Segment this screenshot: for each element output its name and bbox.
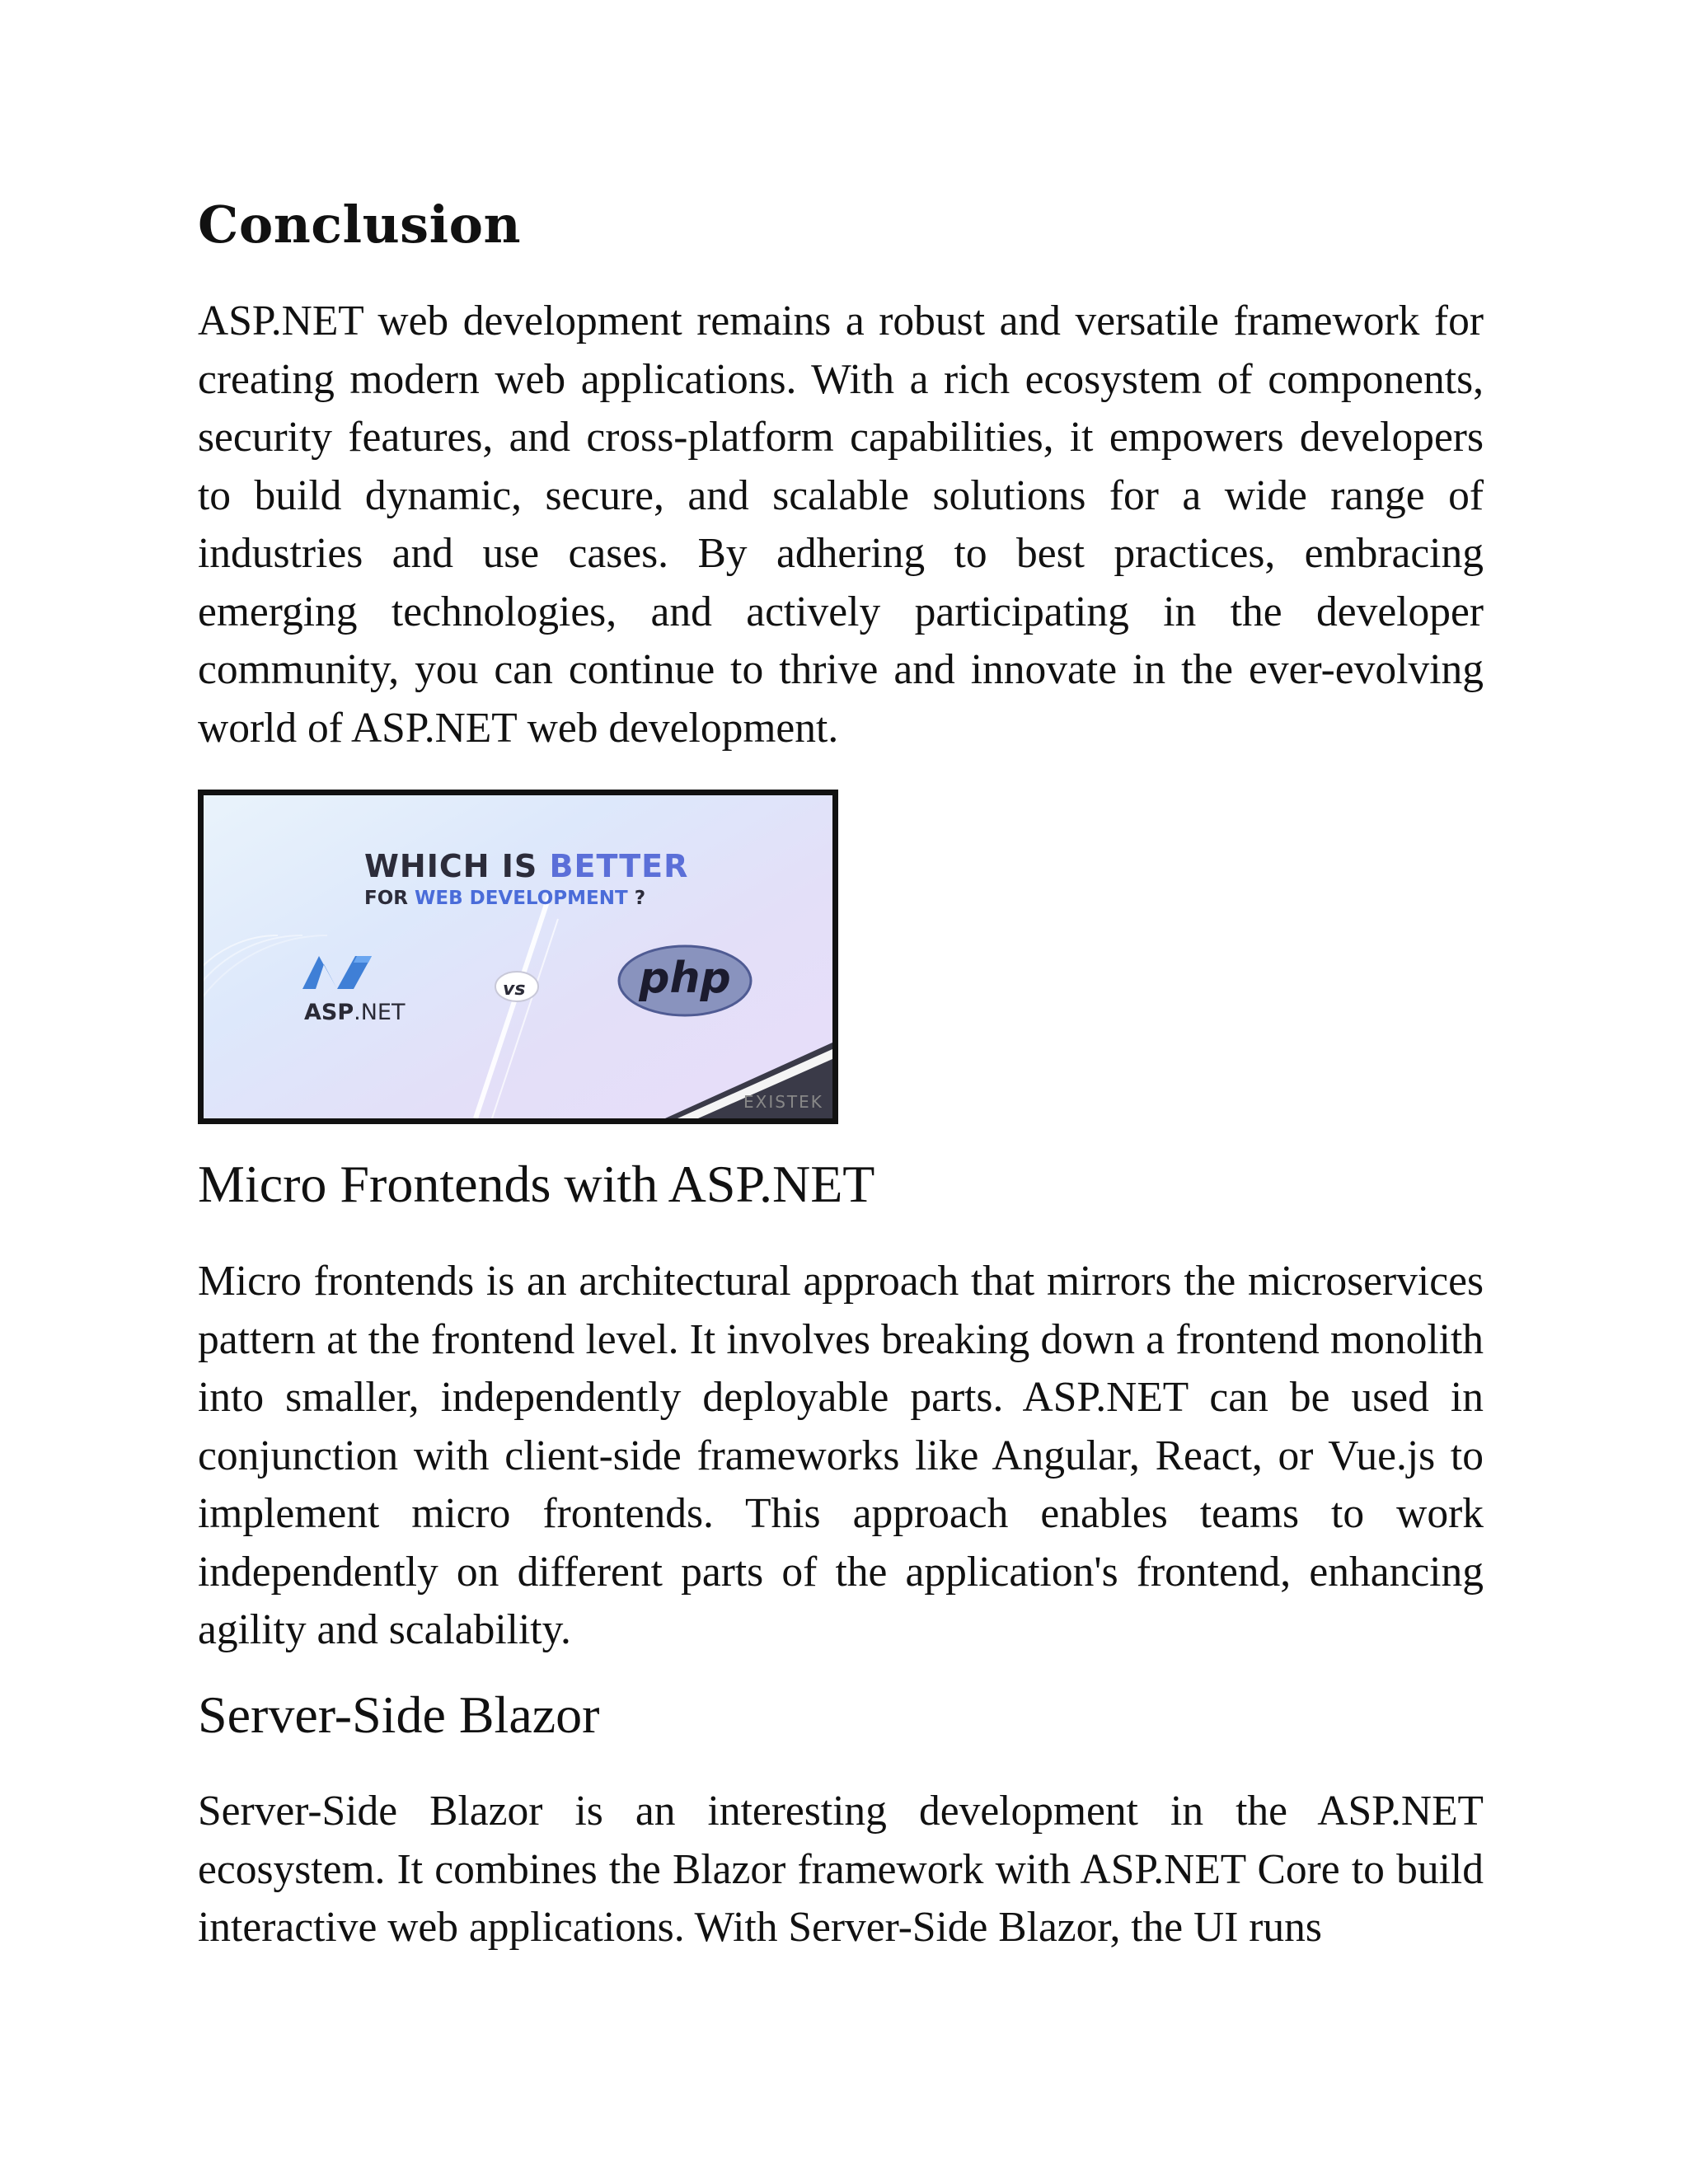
banner-title-plain: WHICH IS	[364, 848, 550, 884]
conclusion-heading: Conclusion	[198, 194, 522, 255]
asp-vs-php-banner-image	[198, 790, 838, 1124]
banner-subtitle-accent: WEB DEVELOPMENT	[414, 888, 628, 909]
micro-frontends-paragraph: Micro frontends is an architectural approach that mirrors the microservices pattern at the frontend level. It involves breaking down a frontend monolith into smaller, independently deployable parts. ASP.NET can be used in conjunction with client-side frameworks like Angular, React, or Vue.js to implement micro frontends. This approach enables teams to work independently on different parts of the application's frontend, enhancing agility and scalability.	[198, 1258, 1484, 1653]
banner-subtitle-end: ?	[627, 888, 646, 909]
vs-label: vs	[503, 979, 526, 1000]
micro-frontends-heading: Micro Frontends with ASP.NET	[198, 1155, 875, 1213]
asp-label-rest: .NET	[354, 1000, 406, 1025]
banner-title	[364, 848, 688, 884]
existek-brand-label: EXISTEK	[743, 1092, 823, 1112]
server-side-blazor-paragraph: Server-Side Blazor is an interesting development in the ASP.NET ecosystem. It combines the Blazor framework with ASP.NET Core to build interactive web applications. With Server-Side Blazor, the UI runs	[198, 1788, 1484, 1951]
banner-subtitle-plain: FOR	[364, 888, 415, 909]
server-side-blazor-heading: Server-Side Blazor	[198, 1685, 600, 1744]
asp-net-logo-icon	[302, 956, 372, 989]
asp-label-bold: ASP	[304, 1000, 354, 1025]
conclusion-paragraph: ASP.NET web development remains a robust and versatile framework for creating modern web applications. With a rich ecosystem of components, security features, and cross-platform capabilities, it empowers developers to build dynamic, secure, and scalable solutions for a wide range of industries and use cases. By adhering to best practices, embracing emerging technologies, and actively participating in the developer community, you can continue to thrive and innovate in the ever-evolving world of ASP.NET web development.	[198, 298, 1484, 752]
banner-subtitle	[364, 888, 645, 909]
banner-title-accent: BETTER	[549, 848, 689, 884]
php-label: php	[639, 954, 731, 1003]
asp-net-label	[304, 1000, 405, 1025]
